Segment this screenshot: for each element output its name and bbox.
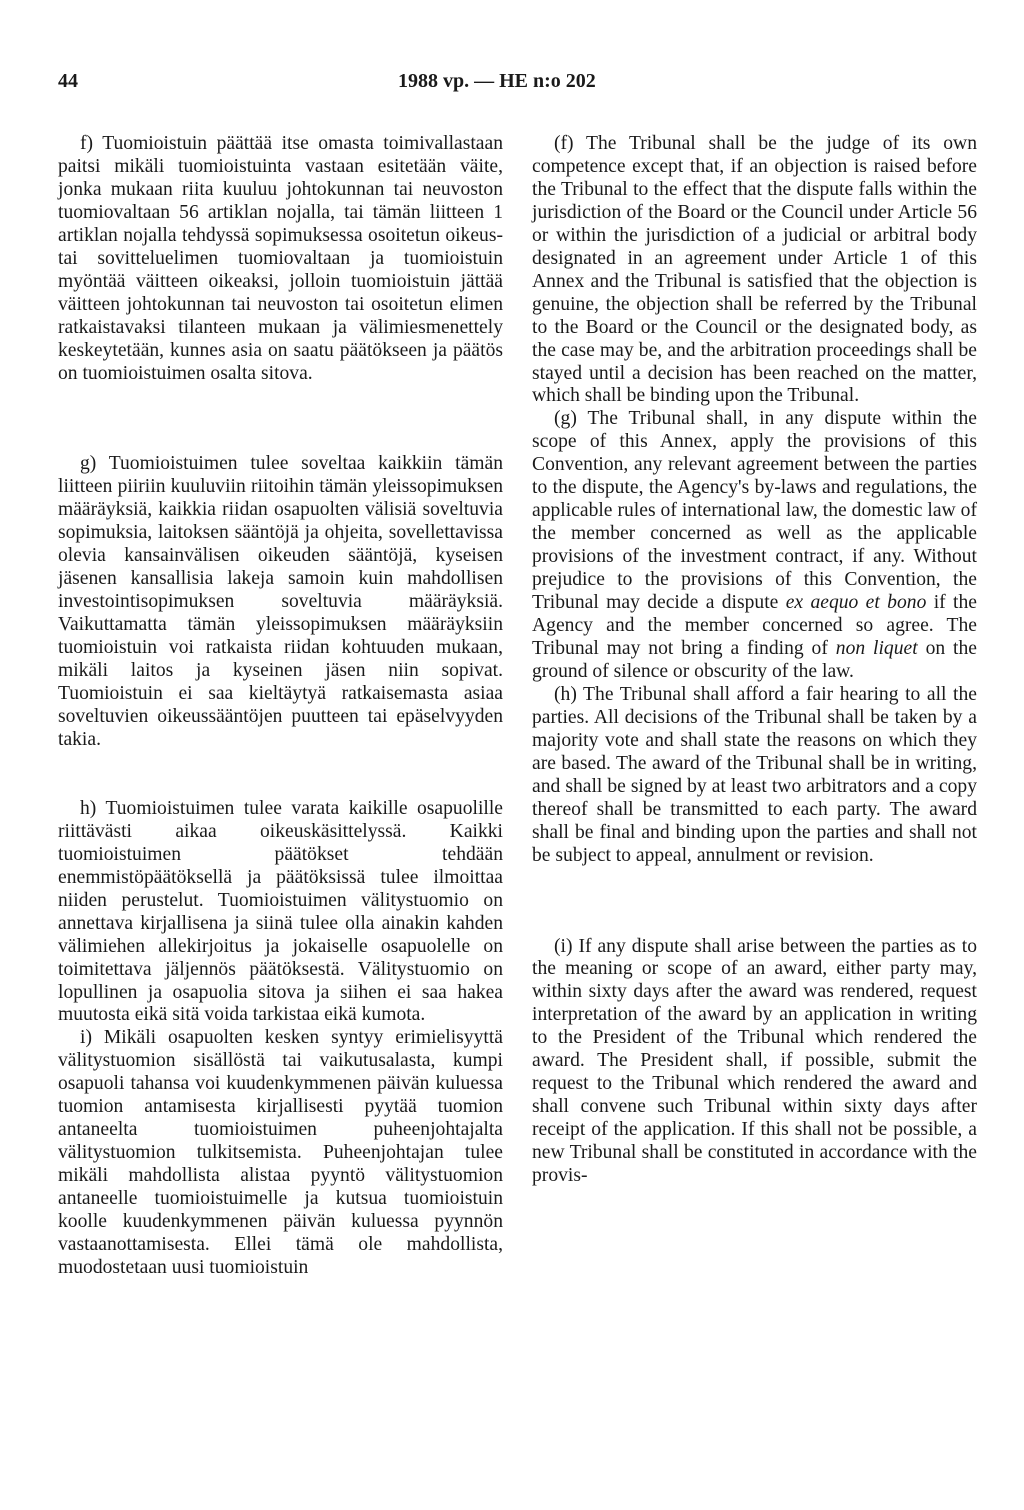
paragraph-g-en-italic-non-liquet: non liquet [835, 637, 918, 659]
paragraph-g-en-text-3: on the ground of silence or obscurity of the law. [532, 637, 977, 682]
finnish-column [58, 133, 503, 1280]
paragraph-h-fi: h) Tuomioistuimen tulee varata kaikille osapuolille riittävästi aikaa oikeuskäsittelyssä. Kaikki tuomioistuimen päätökset tehdään enemmistöpäätöksellä ja päätöksissä tulee ilmoittaa niiden perustelut. Tuomioistuimen välitystuomio on annettava kirjallisena ja siinä tulee olla ainakin kahden välimiehen allekirjoitus ja jokaiselle osapuolelle on toimitettava jäljennös päätöksestä. Välitystuomio on lopullinen ja osapuolia sitova ja siihen ei saa hakea muutosta eikä sitä voida tarkistaa eikä kumota. [58, 797, 503, 1026]
paragraph-gap [58, 752, 503, 798]
paragraph-f-en: (f) The Tribunal shall be the judge of its own competence except that, if an objection is raised before the Tribunal to the effect that the dispute falls within the jurisdiction of the Board or the Council under Article 56 or within the jurisdiction of a judicial or arbitral body designated in an agreement under Article 1 of this Annex and the Tribunal is satisfied that the objection is genuine, the objection shall be referred by the Tribunal to the Board or the Council or the designated body, as the case may be, and the arbitration proceedings shall be stayed until a decision has been reached on the matter, which shall be binding upon the Tribunal. [532, 133, 977, 407]
paragraph-g-en-italic-ex-aequo: ex aequo et bono [785, 592, 927, 614]
paragraph-g-en [532, 408, 977, 683]
page-number: 44 [58, 70, 78, 92]
paragraph-g-en-text-1: (g) The Tribunal shall, in any dispute within the scope of this Annex, apply the provisions of this Convention, any relevant agreement between the parties to the dispute, the Agency's by-laws and regulations, the applicable rules of international law, the domestic law of the member concerned as well as the applicable provisions of the investment contract, if any. Without prejudice to the provisions of this Convention, the Tribunal may decide a dispute [532, 408, 977, 614]
paragraph-gap [58, 385, 503, 453]
paragraph-g-en-text-2: if the Agency and the member concerned so agree. The Tribunal may not bring a finding of [532, 592, 977, 659]
english-column [532, 133, 977, 1188]
paragraph-g-fi: g) Tuomioistuimen tulee soveltaa kaikkiin tämän liitteen piiriin kuuluviin riitoihin tämän yleissopimuksen määräyksiä, kaikkia riidan osapuolten välisiä soveltuvia sopimuksia, laitoksen sääntöjä ja ohjeita, sovellettavissa olevia kansainvälisen oikeuden sääntöjä, kyseisen jäsenen kansallisia lakeja samoin kuin mahdollisen investointisopimuksen soveltuvia määräyksiä. Vaikuttamatta tämän yleissopimuksen määräyksiin tuomioistuin voi ratkaista riidan kohtuuden mukaan, mikäli laitos ja kyseinen jäsen niin sopivat. Tuomioistuin ei saa kieltäytyä ratkaisemasta asiaa soveltuvien oikeussääntöjen puutteen tai epäselvyyden takia. [58, 453, 503, 750]
running-head: 1988 vp. — HE n:o 202 [398, 70, 596, 92]
paragraph-i-en: (i) If any dispute shall arise between the parties as to the meaning or scope of an award, either party may, within sixty days after the award was rendered, request interpretation of the award by an application in writing to the President of the Tribunal which rendered the award. The President shall, if possible, submit the request to the Tribunal which rendered the award and shall convene such Tribunal within sixty days after receipt of the application. If this shall not be possible, a new Tribunal shall be constituted in accordance with the provis- [532, 935, 977, 1187]
paragraph-h-en: (h) The Tribunal shall afford a fair hearing to all the parties. All decisions of the Tribunal shall be taken by a majority vote and shall state the reasons on which they are based. The award of the Tribunal shall be in writing, and shall be signed by at least two arbitrators and a copy thereof shall be transmitted to each party. The award shall be final and binding upon the parties and shall not be subject to appeal, annulment or revision. [532, 683, 977, 866]
page-header [0, 70, 1024, 100]
paragraph-gap [532, 868, 977, 936]
paragraph-f-fi: f) Tuomioistuin päättää itse omasta toimivallastaan paitsi mikäli tuomioistuinta vastaan esitetään väite, jonka mukaan riita kuuluu johtokunnan tai neuvoston tuomiovaltaan 56 artiklan nojalla, tai tämän liitteen 1 artiklan nojalla tehdyssä sopimuksessa osoitetun oikeus- tai sovitteluelimen tuomiovaltaan ja tuomioistuin myöntää väitteen oikeaksi, jolloin tuomioistuin jättää väitteen johtokunnan tai neuvoston tai osoitetun elimen ratkaistavaksi tilanteen mukaan ja välimiesmenettely keskeytetään, kunnes asia on saatu päätökseen ja päätös on tuomioistuimen osalta sitova. [58, 133, 503, 384]
paragraph-i-fi: i) Mikäli osapuolten kesken syntyy erimielisyyttä välitystuomion sisällöstä tai vaikutusalasta, kumpi osapuoli tahansa voi kuudenkymmenen päivän kuluessa tuomion antamisesta kirjallisesti pyytää tuomion antaneelta tuomioistuimen puheenjohtajalta välitystuomion tulkitsemista. Puheenjohtajan tulee mikäli mahdollista alistaa pyyntö välitystuomion antaneelle tuomioistuimelle ja kutsua tuomioistuin koolle kuudenkymmenen päivän kuluessa pyynnön vastaanottamisesta. Ellei tämä ole mahdollista, muodostetaan uusi tuomioistuin [58, 1027, 503, 1278]
